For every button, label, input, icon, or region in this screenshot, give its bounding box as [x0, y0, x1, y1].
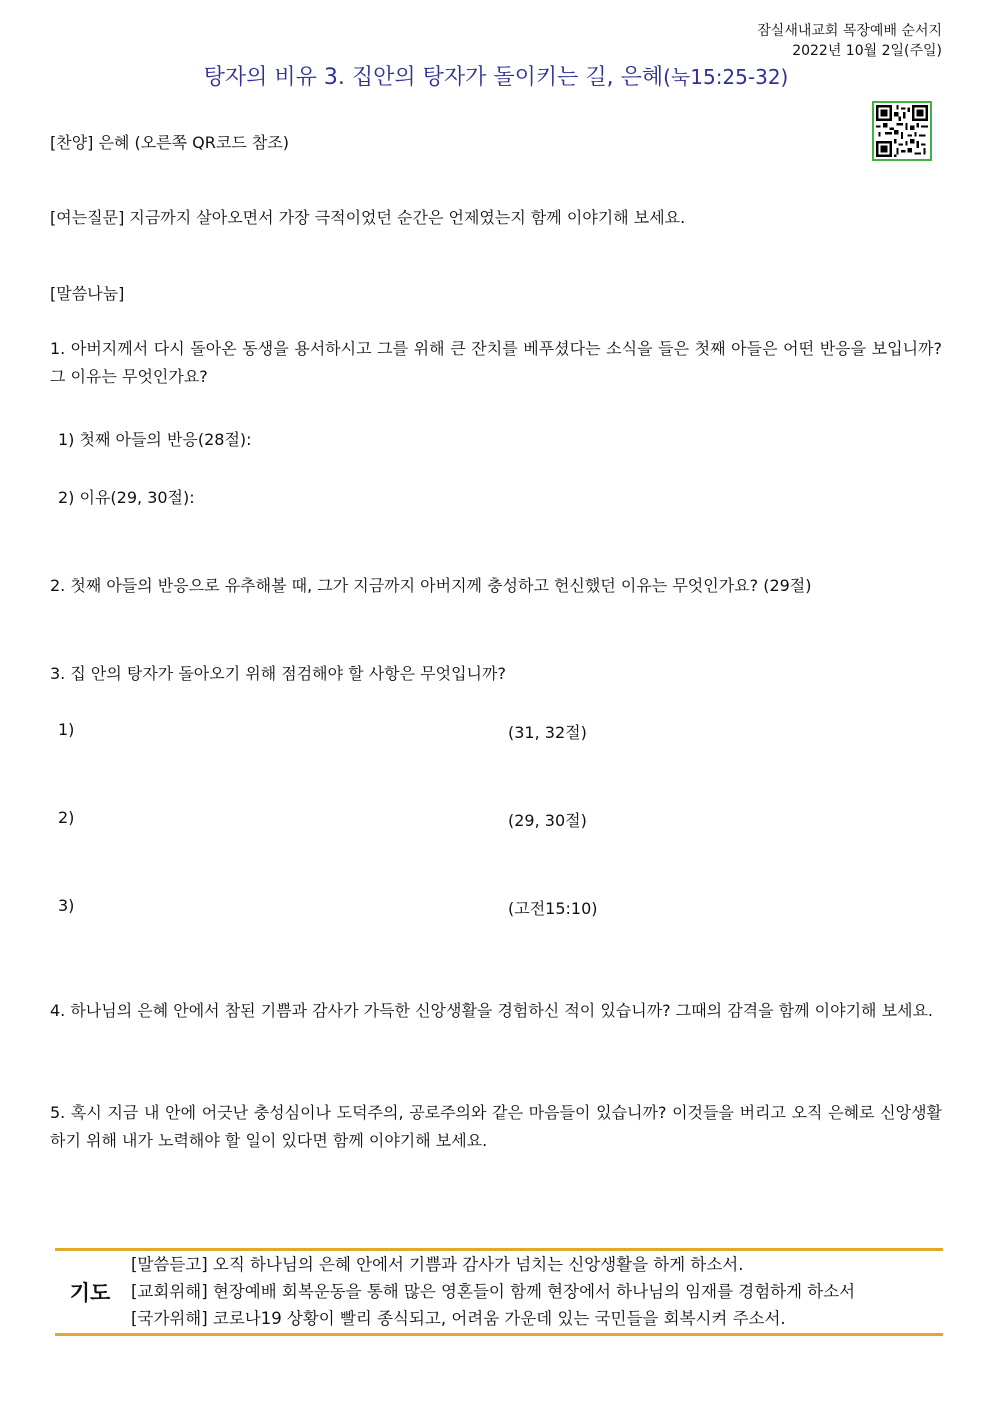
title-scripture-ref: (눅15:25-32)	[663, 65, 789, 89]
prayer-line: [말씀듣고] 오직 하나님의 은혜 안에서 기쁨과 감사가 넘치는 신앙생활을 하게 하소서.	[131, 1255, 744, 1274]
prayer-lines	[131, 1251, 941, 1332]
qr-code-icon[interactable]	[872, 101, 932, 161]
opening-question: [여는질문] 지금까지 살아오면서 가장 극적이었던 순간은 언제였는지 함께 이야기해 보세요.	[50, 208, 686, 227]
praise-song: [찬양] 은혜 (오른쪽 QR코드 참조)	[50, 133, 290, 152]
word-sharing-heading: [말씀나눔]	[50, 284, 125, 303]
prayer-line: [교회위해] 현장예배 회복운동을 통해 많은 영혼들이 함께 현장에서 하나님의 임재를 경험하게 하소서	[131, 1282, 856, 1301]
page-title	[0, 60, 992, 91]
question-3-item-number: 2)	[58, 808, 75, 827]
prayer-box	[55, 1248, 943, 1336]
question-1-sub-2: 2) 이유(29, 30절):	[58, 488, 195, 507]
question-3-item-number: 1)	[58, 720, 75, 739]
question-3-item-number: 3)	[58, 896, 75, 915]
question-4: 4. 하나님의 은혜 안에서 참된 기쁨과 감사가 가득한 신앙생활을 경험하신 적이 있습니까? 그때의 감격을 함께 이야기해 보세요.	[50, 1001, 934, 1020]
question-3-item-ref: (31, 32절)	[508, 723, 587, 742]
question-5: 5. 혹시 지금 내 안에 어긋난 충성심이나 도덕주의, 공로주의와 같은 마음들이 있습니까? 이것들을 버리고 오직 은혜로 신앙생활 하기 위해 내가 노력해야 할 일이 있다면 함께 이야기해 보세요.	[50, 1103, 942, 1150]
prayer-label: 기도	[69, 1281, 111, 1305]
question-3-item-ref: (29, 30절)	[508, 811, 587, 830]
church-bulletin-heading: 잠실새내교회 목장예배 순서지	[757, 23, 942, 39]
service-date: 2022년 10월 2일(주일)	[792, 43, 942, 59]
prayer-line: [국가위해] 코로나19 상황이 빨리 종식되고, 어려움 가운데 있는 국민들을 회복시켜 주소서.	[131, 1309, 786, 1328]
question-1: 1. 아버지께서 다시 돌아온 동생을 용서하시고 그를 위해 큰 잔치를 베푸셨다는 소식을 들은 첫째 아들은 어떤 반응을 보입니까? 그 이유는 무엇인가요?	[50, 339, 942, 386]
question-3: 3. 집 안의 탕자가 돌아오기 위해 점검해야 할 사항은 무엇입니까?	[50, 664, 506, 683]
title-main: 탕자의 비유 3. 집안의 탕자가 돌이키는 길, 은혜	[203, 65, 664, 90]
question-2: 2. 첫째 아들의 반응으로 유추해볼 때, 그가 지금까지 아버지께 충성하고 헌신했던 이유는 무엇인가요? (29절)	[50, 576, 812, 595]
question-1-sub-1: 1) 첫째 아들의 반응(28절):	[58, 430, 252, 449]
question-3-item-ref: (고전15:10)	[508, 899, 598, 918]
